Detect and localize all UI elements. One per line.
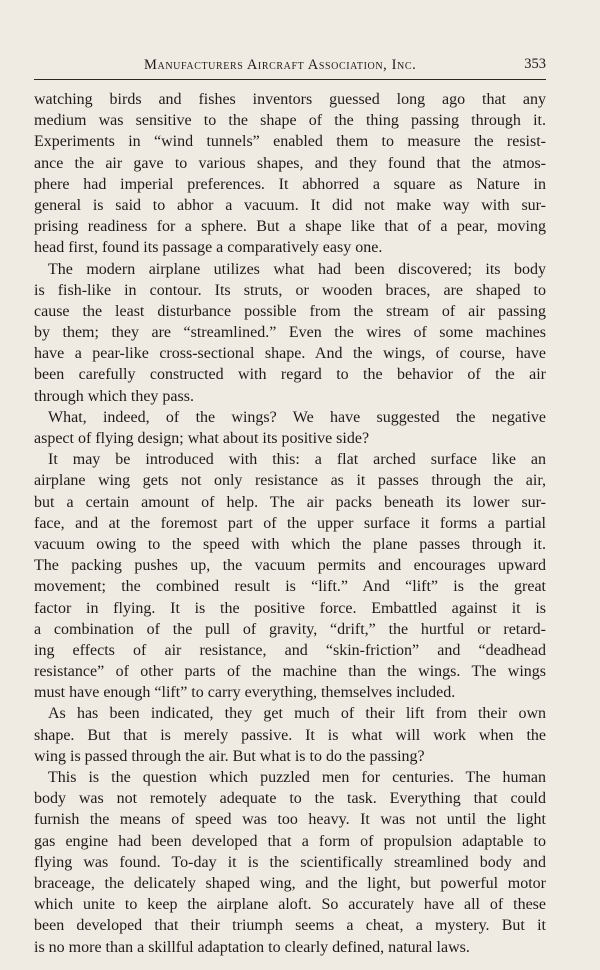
text-line: flying was found. To-day it is the scientifically streamlined body and bbox=[34, 853, 546, 871]
text-line: ing effects of air resistance, and “skin-friction” and “deadhead bbox=[34, 641, 546, 659]
text-line: been developed that their triumph seems a cheat, a mystery. But it bbox=[34, 917, 546, 935]
text-line: ance the air gave to various shapes, and they found that the atmos- bbox=[34, 154, 546, 172]
paragraph-first-line: This is the question which puzzled men for centuries. The human bbox=[48, 769, 546, 786]
text-line: movement; the combined result is “lift.” And “lift” is the great bbox=[34, 578, 546, 596]
text-line: airplane wing gets not only resistance as it passes through the air, bbox=[34, 472, 546, 490]
text-line: is fish-like in contour. Its struts, or wooden braces, are shaped to bbox=[34, 281, 546, 299]
text-line: factor in flying. It is the positive force. Embattled against it is bbox=[34, 599, 546, 617]
text-line: Experiments in “wind tunnels” enabled them to measure the resist- bbox=[34, 133, 546, 151]
text-line: through which they pass. bbox=[34, 387, 194, 405]
text-line: have a pear-like cross-sectional shape. And the wings, of course, have bbox=[34, 345, 546, 363]
text-line: cause the least disturbance possible from the stream of air passing bbox=[34, 302, 546, 320]
text-line: by them; they are “streamlined.” Even the wires of some machines bbox=[34, 324, 546, 342]
text-line: medium was sensitive to the shape of the thing passing through it. bbox=[34, 112, 546, 130]
running-head-title: Manufacturers Aircraft Association, Inc. bbox=[144, 57, 417, 73]
paragraph-first-line: What, indeed, of the wings? We have suggested the negative bbox=[48, 408, 546, 426]
text-line: general is said to abhor a vacuum. It did not make way with sur- bbox=[34, 196, 546, 214]
page-number: 353 bbox=[524, 56, 546, 72]
text-line: body was not remotely adequate to the task. Everything that could bbox=[34, 790, 546, 808]
text-line: prising readiness for a sphere. But a shape like that of a pear, moving bbox=[34, 218, 546, 236]
text-line: aspect of flying design; what about its positive side? bbox=[34, 430, 370, 447]
text-line: resistance” of other parts of the machine than the wings. The wings bbox=[34, 663, 546, 681]
text-line: The packing pushes up, the vacuum permits and encourages upward bbox=[34, 557, 546, 575]
running-head bbox=[34, 55, 546, 79]
text-line: but a certain amount of help. The air packs beneath its lower sur- bbox=[34, 493, 546, 511]
header-rule bbox=[34, 79, 546, 80]
text-line: head first, found its passage a comparatively easy one. bbox=[34, 239, 383, 257]
text-line: watching birds and fishes inventors guessed long ago that any bbox=[34, 91, 546, 108]
text-line: shape. But that is merely passive. It is what will work when the bbox=[34, 726, 546, 744]
text-line: is no more than a skillful adaptation to clearly defined, natural laws. bbox=[34, 938, 470, 956]
text-line: furnish the means of speed was too heavy. It was not until the light bbox=[34, 811, 546, 829]
text-line: vacuum owing to the speed with which the plane passes through it. bbox=[34, 535, 546, 553]
paragraph-first-line: As has been indicated, they get much of their lift from their own bbox=[48, 705, 546, 723]
text-line: wing is passed through the air. But what is to do the passing? bbox=[34, 747, 425, 765]
text-line: which unite to keep the airplane aloft. So accurately have all of these bbox=[34, 896, 546, 914]
body-text bbox=[34, 89, 546, 958]
text-line: been carefully constructed with regard to the behavior of the air bbox=[34, 366, 546, 384]
text-line: gas engine had been developed that a form of propulsion adaptable to bbox=[34, 832, 546, 850]
text-line: face, and at the foremost part of the upper surface it forms a partial bbox=[34, 514, 546, 532]
text-line: braceage, the delicately shaped wing, and the light, but powerful motor bbox=[34, 874, 546, 892]
paragraph-first-line: The modern airplane utilizes what had been discovered; its body bbox=[48, 260, 546, 278]
text-line: a combination of the pull of gravity, “drift,” the hurtful or retard- bbox=[34, 620, 546, 638]
text-line: phere had imperial preferences. It abhorred a square as Nature in bbox=[34, 175, 546, 193]
paragraph-first-line: It may be introduced with this: a flat arched surface like an bbox=[48, 451, 546, 469]
text-line: must have enough “lift” to carry everything, themselves included. bbox=[34, 684, 456, 702]
